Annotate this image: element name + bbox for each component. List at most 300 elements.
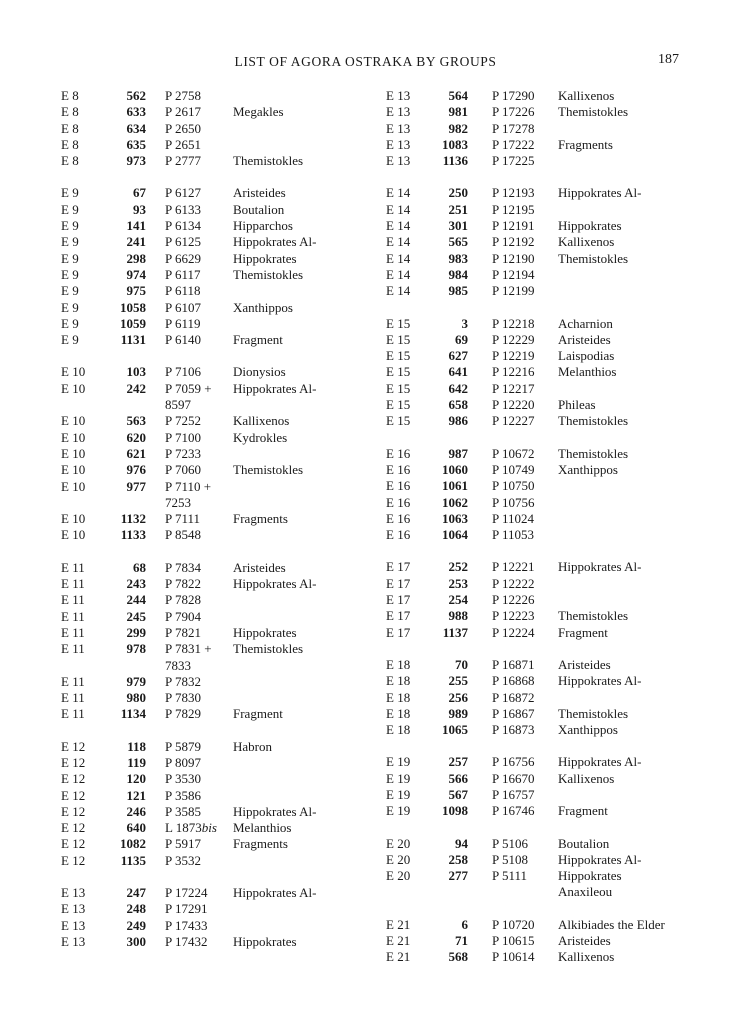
ostrakon-number: 6 (461, 916, 468, 932)
inventory-number: P 5108 (492, 851, 528, 867)
inventory-number: P 16746 (492, 803, 535, 819)
person-name: Themistokles (233, 153, 304, 169)
inventory-number: P 12229 (492, 331, 535, 347)
ostrakon-number: 141 (126, 218, 146, 234)
inventory-number: P 2617 (165, 104, 201, 120)
ostrakon-number: 67 (133, 185, 146, 201)
ostrakon-number: 1082 (120, 836, 146, 852)
inventory-number: P 10756 (492, 494, 535, 510)
ostrakon-number: 93 (133, 201, 146, 217)
person-name: Themistokles (558, 445, 629, 461)
group-label: E 12 (61, 836, 86, 852)
person-name: Aristeides (233, 185, 286, 201)
group-label: E 11 (61, 559, 85, 575)
person-name: Hippokrates Al- (233, 234, 317, 250)
group-label: E 16 (386, 461, 411, 477)
group-label: E 15 (386, 348, 411, 364)
group-label: E 20 (386, 851, 411, 867)
group-label: E 19 (386, 754, 411, 770)
ostrakon-number: 3 (461, 315, 468, 331)
group-label: E 11 (61, 641, 85, 657)
ostrakon-number: 1134 (120, 706, 146, 722)
group-label: E 9 (61, 332, 79, 348)
inventory-number: P 5111 (492, 868, 528, 884)
inventory-number: P 16868 (492, 673, 535, 689)
ostrakon-number: 641 (448, 364, 468, 380)
inventory-number: P 5106 (492, 835, 528, 851)
inventory-number: P 10720 (492, 916, 535, 932)
ostrakon-number: 620 (126, 429, 146, 445)
person-name: Hipparchos (233, 218, 293, 234)
inventory-number: P 12217 (492, 380, 535, 396)
ostrakon-number: 986 (448, 413, 468, 429)
ostrakon-number: 298 (126, 250, 146, 266)
inventory-number: P 7233 (165, 445, 201, 461)
ostrakon-number: 251 (448, 201, 468, 217)
group-label: E 15 (386, 331, 411, 347)
group-label: E 21 (386, 933, 411, 949)
inventory-number: L 1873bis (165, 820, 217, 836)
ostrakon-number: 658 (448, 397, 468, 413)
ostrakon-number: 635 (126, 136, 146, 152)
inventory-number: 7833 (165, 657, 191, 673)
inventory-number: P 7060 (165, 462, 201, 478)
person-name: Hippokrates (233, 624, 297, 640)
inventory-number: P 12221 (492, 559, 535, 575)
inventory-number: P 2758 (165, 88, 201, 103)
group-label: E 10 (61, 429, 86, 445)
inventory-number: P 7834 (165, 559, 201, 575)
inventory-number: P 17225 (492, 153, 535, 169)
inventory-number: P 16867 (492, 705, 535, 721)
inventory-number: P 17226 (492, 104, 535, 120)
person-name: Themistokles (558, 608, 629, 624)
inventory-number: P 12192 (492, 234, 535, 250)
ostrakon-number: 246 (126, 803, 146, 819)
person-name: Boutalion (233, 201, 285, 217)
person-name: Aristeides (233, 559, 286, 575)
ostrakon-number: 564 (448, 88, 468, 103)
ostrakon-number: 255 (448, 673, 468, 689)
person-name: Xanthippos (558, 722, 618, 738)
group-label: E 13 (61, 917, 86, 933)
ostrakon-number: 68 (133, 559, 146, 575)
ostrakon-number: 71 (455, 933, 468, 949)
person-name: Kallixenos (558, 88, 615, 103)
inventory-number: P 12227 (492, 413, 535, 429)
ostrakon-number: 1135 (120, 852, 146, 868)
person-name: Hippokrates (233, 933, 297, 949)
inventory-number: P 5879 (165, 738, 201, 754)
group-label: E 14 (386, 185, 411, 201)
group-label: E 15 (386, 315, 411, 331)
group-label: E 9 (61, 250, 79, 266)
inventory-number: P 12190 (492, 250, 535, 266)
group-label: E 10 (61, 478, 86, 494)
inventory-number: 8597 (165, 397, 191, 413)
inventory-number: P 17433 (165, 917, 208, 933)
inventory-number: P 10614 (492, 949, 535, 965)
group-label: E 11 (61, 608, 85, 624)
ostrakon-number: 642 (448, 380, 468, 396)
inventory-number: P 7832 (165, 673, 201, 689)
inventory-number: P 12220 (492, 397, 535, 413)
inventory-number: P 17432 (165, 933, 208, 949)
inventory-number: 7253 (165, 494, 191, 510)
inventory-number: P 5917 (165, 836, 201, 852)
ostrakon-number: 245 (126, 608, 146, 624)
inventory-number: P 11053 (492, 527, 535, 543)
ostrakon-number: 299 (126, 624, 146, 640)
person-name: Themistokles (558, 705, 629, 721)
inventory-number: P 12222 (492, 575, 535, 591)
group-label: E 15 (386, 413, 411, 429)
ostrakon-number: 984 (448, 266, 468, 282)
ostrakon-number: 1060 (442, 461, 468, 477)
ostrakon-number: 640 (126, 820, 146, 836)
person-name: Themistokles (558, 413, 629, 429)
group-label: E 18 (386, 722, 411, 738)
inventory-number: P 12195 (492, 201, 535, 217)
person-name: Hippokrates Al- (558, 754, 642, 770)
ostrakon-number: 1062 (442, 494, 468, 510)
ostrakon-number: 254 (448, 592, 468, 608)
inventory-number: P 10672 (492, 445, 535, 461)
ostrakon-number: 256 (448, 689, 468, 705)
inventory-number: P 6117 (165, 266, 201, 282)
inventory-number: P 12191 (492, 218, 535, 234)
group-label: E 17 (386, 624, 411, 640)
inventory-number: P 7100 (165, 429, 201, 445)
person-name: Hippokrates Al- (558, 673, 642, 689)
group-label: E 11 (61, 592, 85, 608)
ostrakon-number: 1136 (442, 153, 468, 169)
group-label: E 13 (61, 933, 86, 949)
inventory-number: P 3585 (165, 803, 201, 819)
group-label: E 11 (61, 673, 85, 689)
ostrakon-number: 1063 (442, 510, 468, 526)
group-label: E 10 (61, 413, 86, 429)
ostrakon-number: 568 (448, 949, 468, 965)
group-label: E 17 (386, 608, 411, 624)
inventory-number: P 7106 (165, 364, 201, 380)
inventory-number: P 7904 (165, 608, 201, 624)
group-label: E 19 (386, 803, 411, 819)
person-name: Boutalion (558, 835, 610, 851)
inventory-number: P 16670 (492, 770, 535, 786)
group-label: E 15 (386, 397, 411, 413)
group-label: E 13 (61, 901, 86, 917)
inventory-number: P 7252 (165, 413, 201, 429)
ostrakon-number: 1137 (442, 624, 468, 640)
group-label: E 9 (61, 266, 79, 282)
group-label: E 17 (386, 559, 411, 575)
group-label: E 9 (61, 185, 79, 201)
ostrakon-number: 243 (126, 576, 146, 592)
inventory-number: P 12223 (492, 608, 535, 624)
page-number: 187 (658, 52, 679, 67)
inventory-number: P 12219 (492, 348, 535, 364)
group-label: E 10 (61, 445, 86, 461)
group-label: E 10 (61, 364, 86, 380)
ostrakon-number: 301 (448, 218, 468, 234)
group-label: E 10 (61, 527, 86, 543)
inventory-number: P 3586 (165, 787, 201, 803)
group-label: E 14 (386, 266, 411, 282)
inventory-number: P 7111 (165, 511, 201, 527)
person-name: Hippokrates (233, 250, 297, 266)
inventory-number: P 2651 (165, 136, 201, 152)
person-name: Fragment (558, 803, 608, 819)
person-name: Alkibiades the Elder (558, 916, 665, 932)
ostrakon-number: 277 (448, 868, 468, 884)
inventory-number: P 17222 (492, 136, 535, 152)
ostrakon-number: 985 (448, 283, 468, 299)
group-label: E 14 (386, 201, 411, 217)
person-name: Kallixenos (558, 234, 615, 250)
ostrakon-number: 1132 (120, 511, 146, 527)
inventory-number: P 6118 (165, 283, 201, 299)
ostrakon-number: 982 (448, 120, 468, 136)
group-label: E 10 (61, 511, 86, 527)
person-name: Aristeides (558, 933, 611, 949)
inventory-number: P 3530 (165, 771, 201, 787)
person-name: Acharnion (558, 315, 613, 331)
inventory-number: P 16756 (492, 754, 535, 770)
ostrakon-number: 1098 (442, 803, 468, 819)
inventory-number: P 12216 (492, 364, 535, 380)
ostrakon-number: 977 (126, 478, 146, 494)
ostrakon-number: 987 (448, 445, 468, 461)
group-label: E 12 (61, 852, 86, 868)
ostrakon-number: 980 (126, 690, 146, 706)
person-name: Dionysios (233, 364, 286, 380)
group-label: E 18 (386, 689, 411, 705)
inventory-number: P 6134 (165, 218, 201, 234)
inventory-number: P 12226 (492, 592, 535, 608)
ostrakon-number: 634 (126, 120, 146, 136)
group-label: E 18 (386, 656, 411, 672)
ostrakon-number: 563 (126, 413, 146, 429)
inventory-number: P 16873 (492, 722, 535, 738)
ostrakon-number: 120 (126, 771, 146, 787)
group-label: E 13 (386, 153, 411, 169)
inventory-number: P 7110 + (165, 478, 212, 494)
group-label: E 10 (61, 380, 86, 396)
inventory-number: P 17290 (492, 88, 535, 103)
group-label: E 12 (61, 754, 86, 770)
ostrakon-number: 621 (126, 445, 146, 461)
inventory-number: P 16757 (492, 786, 535, 802)
ostrakon-number: 250 (448, 185, 468, 201)
inventory-number: P 2650 (165, 120, 201, 136)
group-label: E 16 (386, 527, 411, 543)
person-name: Xanthippos (558, 461, 618, 477)
group-label: E 8 (61, 88, 79, 103)
group-label: E 17 (386, 592, 411, 608)
inventory-number: P 2777 (165, 153, 201, 169)
group-label: E 16 (386, 510, 411, 526)
ostrakon-number: 70 (455, 656, 468, 672)
inventory-number: P 11024 (492, 510, 535, 526)
ostrakon-number: 566 (448, 770, 468, 786)
group-label: E 13 (386, 120, 411, 136)
ostrakon-number: 1133 (120, 527, 146, 543)
ostrakon-number: 1061 (442, 478, 468, 494)
inventory-number: P 12194 (492, 266, 535, 282)
ostrakon-number: 257 (448, 754, 468, 770)
inventory-number: P 6125 (165, 234, 201, 250)
ostrakon-number: 633 (126, 104, 146, 120)
inventory-number: P 6119 (165, 315, 201, 331)
group-label: E 21 (386, 916, 411, 932)
group-label: E 14 (386, 218, 411, 234)
person-name: Anaxileou (558, 884, 613, 900)
ostrakon-number: 121 (126, 787, 146, 803)
person-name: Kallixenos (558, 949, 615, 965)
group-label: E 20 (386, 835, 411, 851)
inventory-number: P 12199 (492, 283, 535, 299)
ostrakon-number: 103 (126, 364, 146, 380)
group-label: E 14 (386, 250, 411, 266)
group-label: E 12 (61, 803, 86, 819)
ostrakon-number: 1083 (442, 136, 468, 152)
ostrakon-number: 244 (126, 592, 146, 608)
group-label: E 14 (386, 283, 411, 299)
person-name: Fragment (558, 624, 608, 640)
ostrakon-number: 248 (126, 901, 146, 917)
inventory-number: P 7822 (165, 576, 201, 592)
ostrakon-number: 567 (448, 786, 468, 802)
group-label: E 16 (386, 445, 411, 461)
group-label: E 9 (61, 201, 79, 217)
group-label: E 9 (61, 315, 79, 331)
ostrakon-number: 976 (126, 462, 146, 478)
person-name: Hippokrates (558, 868, 622, 884)
ostrakon-number: 241 (126, 234, 146, 250)
ostrakon-number: 979 (126, 673, 146, 689)
group-label: E 12 (61, 787, 86, 803)
ostrakon-number: 253 (448, 575, 468, 591)
inventory-number: P 12224 (492, 624, 535, 640)
ostrakon-number: 1059 (120, 315, 146, 331)
person-name: Themistokles (233, 641, 304, 657)
ostrakon-number: 69 (455, 331, 468, 347)
group-label: E 11 (61, 624, 85, 640)
group-label: E 18 (386, 705, 411, 721)
ostrakon-number: 1131 (120, 332, 146, 348)
inventory-number: P 17224 (165, 885, 208, 901)
group-label: E 13 (386, 104, 411, 120)
inventory-number: P 7828 (165, 592, 201, 608)
inventory-number: P 12218 (492, 315, 535, 331)
ostrakon-number: 565 (448, 234, 468, 250)
inventory-number: P 6133 (165, 201, 201, 217)
ostrakon-number: 983 (448, 250, 468, 266)
page-title: LIST OF AGORA OSTRAKA BY GROUPS (234, 54, 497, 69)
person-name: Hippokrates Al- (233, 803, 317, 819)
person-name: Kallixenos (233, 413, 290, 429)
ostrakon-number: 94 (455, 835, 468, 851)
ostrakon-number: 252 (448, 559, 468, 575)
group-label: E 17 (386, 575, 411, 591)
person-name: Hippokrates (558, 218, 622, 234)
person-name: Fragment (233, 332, 283, 348)
ostrakon-number: 1065 (442, 722, 468, 738)
person-name: Fragments (233, 836, 288, 852)
inventory-number: P 7831 + (165, 641, 212, 657)
person-name: Fragments (558, 136, 613, 152)
inventory-number: P 10749 (492, 461, 535, 477)
ostrakon-number: 988 (448, 608, 468, 624)
inventory-number: P 7059 + (165, 380, 212, 396)
inventory-number: P 12193 (492, 185, 535, 201)
person-name: Kallixenos (558, 770, 615, 786)
group-label: E 19 (386, 770, 411, 786)
ostrakon-number: 562 (126, 88, 146, 103)
inventory-number: P 6140 (165, 332, 201, 348)
group-label: E 13 (386, 88, 411, 103)
group-label: E 13 (386, 136, 411, 152)
group-label: E 8 (61, 120, 79, 136)
ostrakon-number: 242 (126, 380, 146, 396)
group-label: E 9 (61, 218, 79, 234)
ostrakon-number: 627 (448, 348, 468, 364)
person-name: Melanthios (233, 820, 292, 836)
person-name: Themistokles (558, 104, 629, 120)
inventory-number: P 10750 (492, 478, 535, 494)
inventory-number: P 8097 (165, 754, 201, 770)
person-name: Hippokrates Al- (558, 559, 642, 575)
group-label: E 10 (61, 462, 86, 478)
person-name: Aristeides (558, 656, 611, 672)
inventory-number: P 7821 (165, 624, 201, 640)
person-name: Fragment (233, 706, 283, 722)
group-label: E 21 (386, 949, 411, 965)
group-label: E 16 (386, 478, 411, 494)
person-name: Themistokles (233, 462, 304, 478)
group-label: E 11 (61, 706, 85, 722)
ostrakon-number: 975 (126, 283, 146, 299)
person-name: Themistokles (233, 266, 304, 282)
group-label: E 8 (61, 104, 79, 120)
inventory-number: P 3532 (165, 852, 201, 868)
person-name: Fragments (233, 511, 288, 527)
ostrakon-number: 981 (448, 104, 468, 120)
group-label: E 12 (61, 738, 86, 754)
person-name: Hippokrates Al- (558, 185, 642, 201)
group-label: E 15 (386, 380, 411, 396)
inventory-number: P 6629 (165, 250, 201, 266)
inventory-number: P 6127 (165, 185, 201, 201)
person-name: Hippokrates Al- (233, 380, 317, 396)
group-label: E 13 (61, 885, 86, 901)
group-label: E 15 (386, 364, 411, 380)
group-label: E 20 (386, 868, 411, 884)
ostrakon-number: 974 (126, 266, 146, 282)
group-label: E 9 (61, 299, 79, 315)
ostrakon-number: 258 (448, 851, 468, 867)
inventory-number: P 8548 (165, 527, 201, 543)
person-name: Hippokrates Al- (558, 851, 642, 867)
group-label: E 16 (386, 494, 411, 510)
inventory-number: P 16871 (492, 656, 535, 672)
person-name: Melanthios (558, 364, 617, 380)
inventory-number: P 10615 (492, 933, 535, 949)
person-name: Themistokles (558, 250, 629, 266)
ostrakon-number: 119 (127, 754, 146, 770)
person-name: Habron (233, 738, 272, 754)
